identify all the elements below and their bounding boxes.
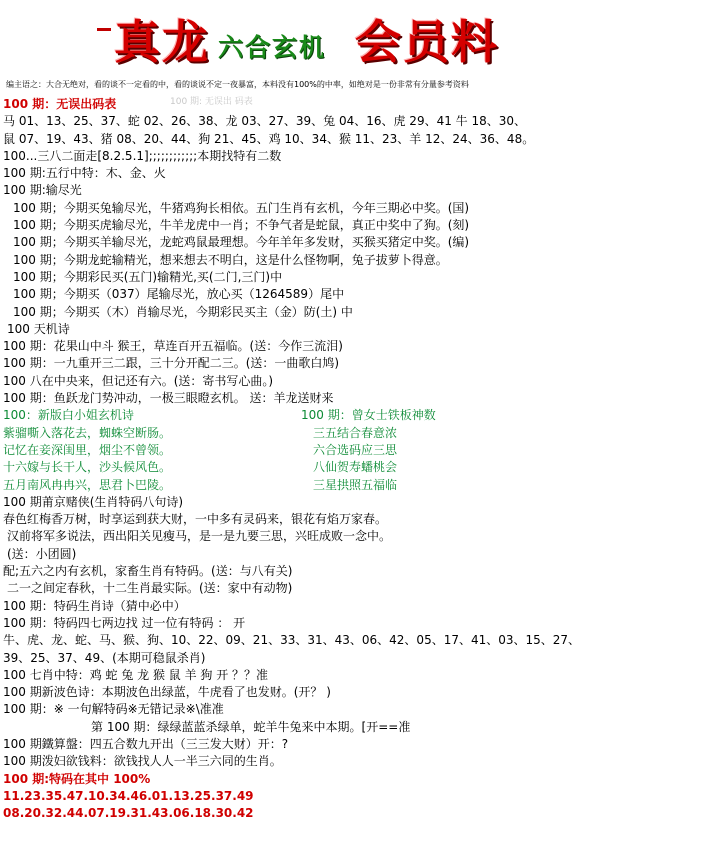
line-zodiac-1: 马 01、13、25、37、蛇 02、26、38、龙 03、27、39、兔 04、16、虎 29、41 牛 18、30、 [3, 114, 527, 129]
line-special-poem: 100 期：特码生肖诗（猜中必中） [3, 598, 186, 613]
notice-shadow-text: 100 期: 无误出 码表 [170, 97, 253, 107]
line-poem-3: 100 八在中央来，但记还有六。(送：寄书写心曲。) [3, 373, 274, 388]
line-zodiac-2: 鼠 07、19、43、猪 08、20、44、狗 21、45、鸡 10、34、猴 11、23、羊 12、24、36、48。 [3, 131, 535, 146]
line-poem-4: 100 期：鱼跃龙门势冲动，一极三眼瞪玄机。 送：羊龙送财来 [3, 391, 334, 406]
line-lose-7: 100 期；今期买（木）肖输尽光，今期彩民买主（金）防(土) 中 [13, 304, 353, 319]
document-body [3, 96, 717, 822]
line-five-elements: 100 期:五行中特：木、金、火 [3, 166, 166, 181]
two-column-row [3, 459, 717, 476]
zeng-title: 100 期：曾女士铁板神数 [301, 408, 436, 423]
line-seven-zodiac: 100 七肖中特：鸡 蛇 兔 龙 猴 鼠 羊 狗 开 ？？准 [3, 667, 269, 682]
header-banner [0, 0, 720, 75]
line-lose-1: 100 期；今期买兔输尽光，牛猪鸡狗长相依。五门生肖有玄机，今年三期必中奖。(国) [13, 200, 470, 215]
line-poem-2: 100 期：一九重开三二跟，三十分开配二三。(送：一曲歌白鸠) [3, 356, 340, 371]
title-dash [97, 28, 111, 31]
line-wave-color: 100 期新波色诗：本期波色出绿蓝，牛虎看了也发财。(开？ ) [3, 685, 331, 700]
line-gambler-2: 汉前将军多说法，西出阳关见瘦马，是一是九要三思，兴旺成败一念中。 [7, 529, 392, 544]
line-lose-5: 100 期；今期彩民买(五门)输精光,买(二门,三门)中 [13, 269, 283, 284]
line-shrew: 100 期泼妇欲钱料：欲钱找人人一半三六同的生肖。 [3, 754, 282, 769]
line-gambler-3: (送：小团圆) [7, 546, 77, 561]
line-green-blue: 第 100 期：绿绿蓝蓝杀绿单，蛇羊牛兔来中本期。[开==准 [91, 719, 411, 734]
title-left: 真龙 [114, 15, 210, 69]
two-column-row [3, 442, 717, 459]
line-heaven-poem: 100 天机诗 [7, 321, 70, 336]
line-numbers-1: 牛、虎、龙、蛇、马、猴、狗、10、22、09、21、33、31、43、06、42、05、17、41、03、15、27、 [3, 633, 581, 648]
line-lose-all-title: 100 期:输尽光 [3, 183, 82, 198]
line-gambler-1: 春色红梅香万树，时享运到获大财，一中多有灵码来，银花有焰万家春。 [3, 512, 388, 527]
title-right: 会员料 [355, 15, 499, 69]
white-xiaojie-title: 100：新版白小姐玄机诗 [3, 408, 134, 423]
line-red-numbers-2: 08.20.32.44.07.19.31.43.06.18.30.42 [3, 806, 254, 821]
line-special-inside: 100 期:特码在其中 100% [3, 771, 151, 786]
poem-right: 三五结合春意浓 [313, 425, 398, 440]
line-numbers-2: 39、25、37、49、(本期可稳鼠杀肖) [3, 650, 206, 665]
poem-left: 紫骝嘶入落花去，蜘蛛空断肠。 [3, 425, 172, 440]
line-gambler-5: 二一之间定春秋，十二生肖最实际。(送：家中有动物) [7, 581, 293, 596]
poem-right: 六合选码应三思 [313, 442, 398, 457]
line-three-eight: 100...三八二面走[8.2.5.1];;;;;;;;;;;;本期找特有二数 [3, 148, 282, 163]
line-four-seven: 100 期：特码四七两边找 过一位有特码 ： 开 [3, 615, 246, 630]
poem-left: 五月南风冉冉兴，思君卜巴陵。 [3, 477, 172, 492]
two-column-row [3, 407, 717, 424]
notice-text: 编主语之：大合无绝对，看的谈不一定看的中，看的谈说不定一夜暴富，本料没有100%的中率，如绝对是一份非常有分量参考资料 [6, 80, 469, 89]
poem-left: 记忆在妾深闺里，烟尘不曾领。 [3, 442, 172, 457]
two-column-row [3, 477, 717, 494]
line-lose-6: 100 期；今期买（037）尾输尽光，放心买（1264589）尾中 [13, 287, 345, 302]
line-poem-1: 100 期：花果山中斗 猴王，草连百开五福临。(送：今作三流泪) [3, 339, 343, 354]
title-middle: 六合玄机 [218, 33, 327, 62]
line-gambler-title: 100 期莆京赌侠(生肖特码八句诗) [3, 494, 184, 509]
line-gambler-4: 配;五六之内有玄机，家畜生肖有特码。(送：与八有关) [3, 564, 293, 579]
poem-right: 三星拱照五福临 [313, 477, 398, 492]
line-lose-2: 100 期；今期买虎输尽光，牛羊龙虎中一肖；不争气者是蛇鼠，真正中奖中了狗。(刻) [13, 218, 470, 233]
line-red-numbers-1: 11.23.35.47.10.34.46.01.13.25.37.49 [3, 788, 254, 803]
line-title-table: 100 期：无误出码表 [3, 97, 117, 111]
poem-right: 八仙贺寿蟠桃会 [313, 460, 398, 475]
line-abacus: 100 期鐵算盤：四五合数九开出（三三发大财）开：? [3, 736, 289, 751]
two-column-row [3, 425, 717, 442]
poem-left: 十六嫁与长干人，沙头候风色。 [3, 460, 172, 475]
line-one-sentence: 100 期：※ 一句解特码※无错记录※\准准 [3, 702, 224, 717]
line-lose-4: 100 期；今期龙蛇输精光，想来想去不明白，这是什么怪物啊，兔子拔萝卜得意。 [13, 252, 448, 267]
line-lose-3: 100 期；今期买羊输尽光，龙蛇鸡鼠最理想。今年羊年多发财，买猴买猪定中奖。(编) [13, 235, 470, 250]
